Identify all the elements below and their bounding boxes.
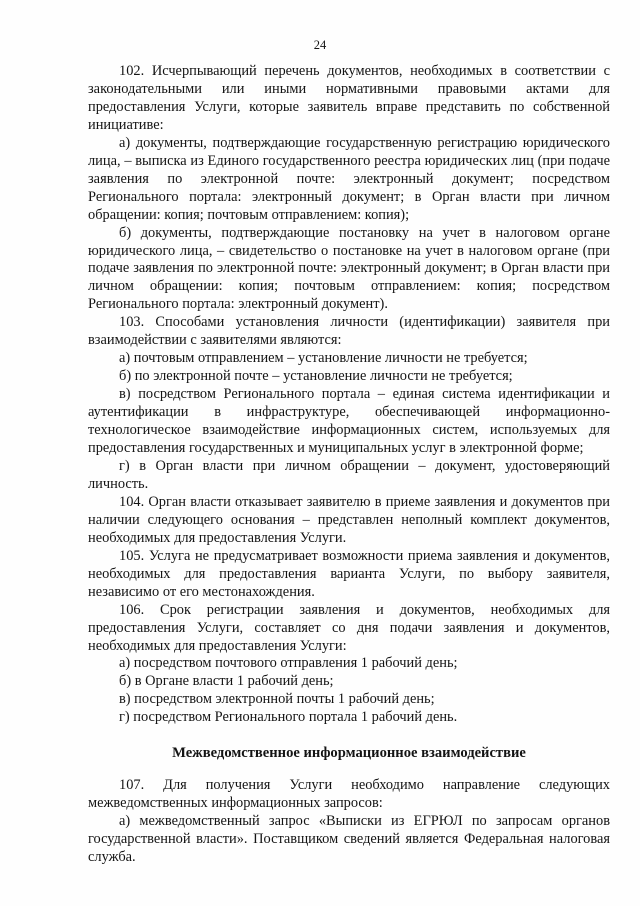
page-number: 24 bbox=[313, 38, 327, 52]
paragraph-102: 102. Исчерпывающий перечень документов, необходимых в соответствии с законодательными или иными нормативными правовыми актами для предоставления Услуги, которые заявитель вправе представить по собственной инициативе: bbox=[88, 63, 610, 133]
document-body bbox=[88, 63, 610, 867]
paragraph-106: 106. Срок регистрации заявления и документов, необходимых для предоставления Услуги, составляет со дня подачи заявления и документов, необходимых для предоставления Услуги: bbox=[88, 601, 610, 654]
paragraph-103-a: а) почтовым отправлением – установление личности не требуется; bbox=[119, 350, 528, 367]
paragraph-106-v: в) посредством электронной почты 1 рабочий день; bbox=[119, 691, 435, 708]
paragraph-103-v: в) посредством Регионального портала – единая система идентификации и аутентификации в инфраструктуре, обеспечивающей информационно-технологическое взаимодействие информационных систем, используемых для предоставления государственных и муниципальных услуг в электронной форме; bbox=[88, 386, 610, 457]
paragraph-103-g: г) в Орган власти при личном обращении – документ, удостоверяющий личность. bbox=[88, 457, 610, 492]
paragraph-102-a: а) документы, подтверждающие государственную регистрацию юридического лица, – выписка из Единого государственного реестра юридических лиц (при подаче заявления по электронной почте: электронный документ; посредством Регионального портала: электронный документ; в Орган власти при личном обращении: копия; почтовым отправлением: копия); bbox=[88, 134, 610, 223]
paragraph-106-b: б) в Органе власти 1 рабочий день; bbox=[119, 673, 334, 690]
paragraph-103: 103. Способами установления личности (идентификации) заявителя при взаимодействии с заявителями являются: bbox=[88, 314, 610, 349]
paragraph-105: 105. Услуга не предусматривает возможности приема заявления и документов, необходимых для предоставления варианта Услуги, по выбору заявителя, независимо от его местонахождения. bbox=[88, 547, 610, 600]
section-heading: Межведомственное информационное взаимодействие bbox=[172, 745, 526, 762]
paragraph-107-a: а) межведомственный запрос «Выписки из ЕГРЮЛ по запросам органов государственной власти». Поставщиком сведений является Федеральная налоговая служба. bbox=[88, 813, 610, 866]
paragraph-106-g: г) посредством Регионального портала 1 рабочий день. bbox=[119, 709, 458, 726]
paragraph-103-b: б) по электронной почте – установление личности не требуется; bbox=[119, 368, 513, 385]
paragraph-102-b: б) документы, подтверждающие постановку на учет в налоговом органе юридического лица, – свидетельство о постановке на учет в налоговом органе (при подаче заявления по электронной почте: электронный документ; в Орган власти при личном обращении: копия; почтовым отправлением: копия; посредством Регионального портала: электронный документ). bbox=[88, 224, 610, 313]
paragraph-107: 107. Для получения Услуги необходимо направление следующих межведомственных информационных запросов: bbox=[88, 777, 610, 812]
paragraph-106-a: а) посредством почтового отправления 1 рабочий день; bbox=[119, 655, 458, 672]
paragraph-104: 104. Орган власти отказывает заявителю в приеме заявления и документов при наличии следующего основания – представлен неполный комплект документов, необходимых для предоставления Услуги. bbox=[88, 493, 610, 546]
